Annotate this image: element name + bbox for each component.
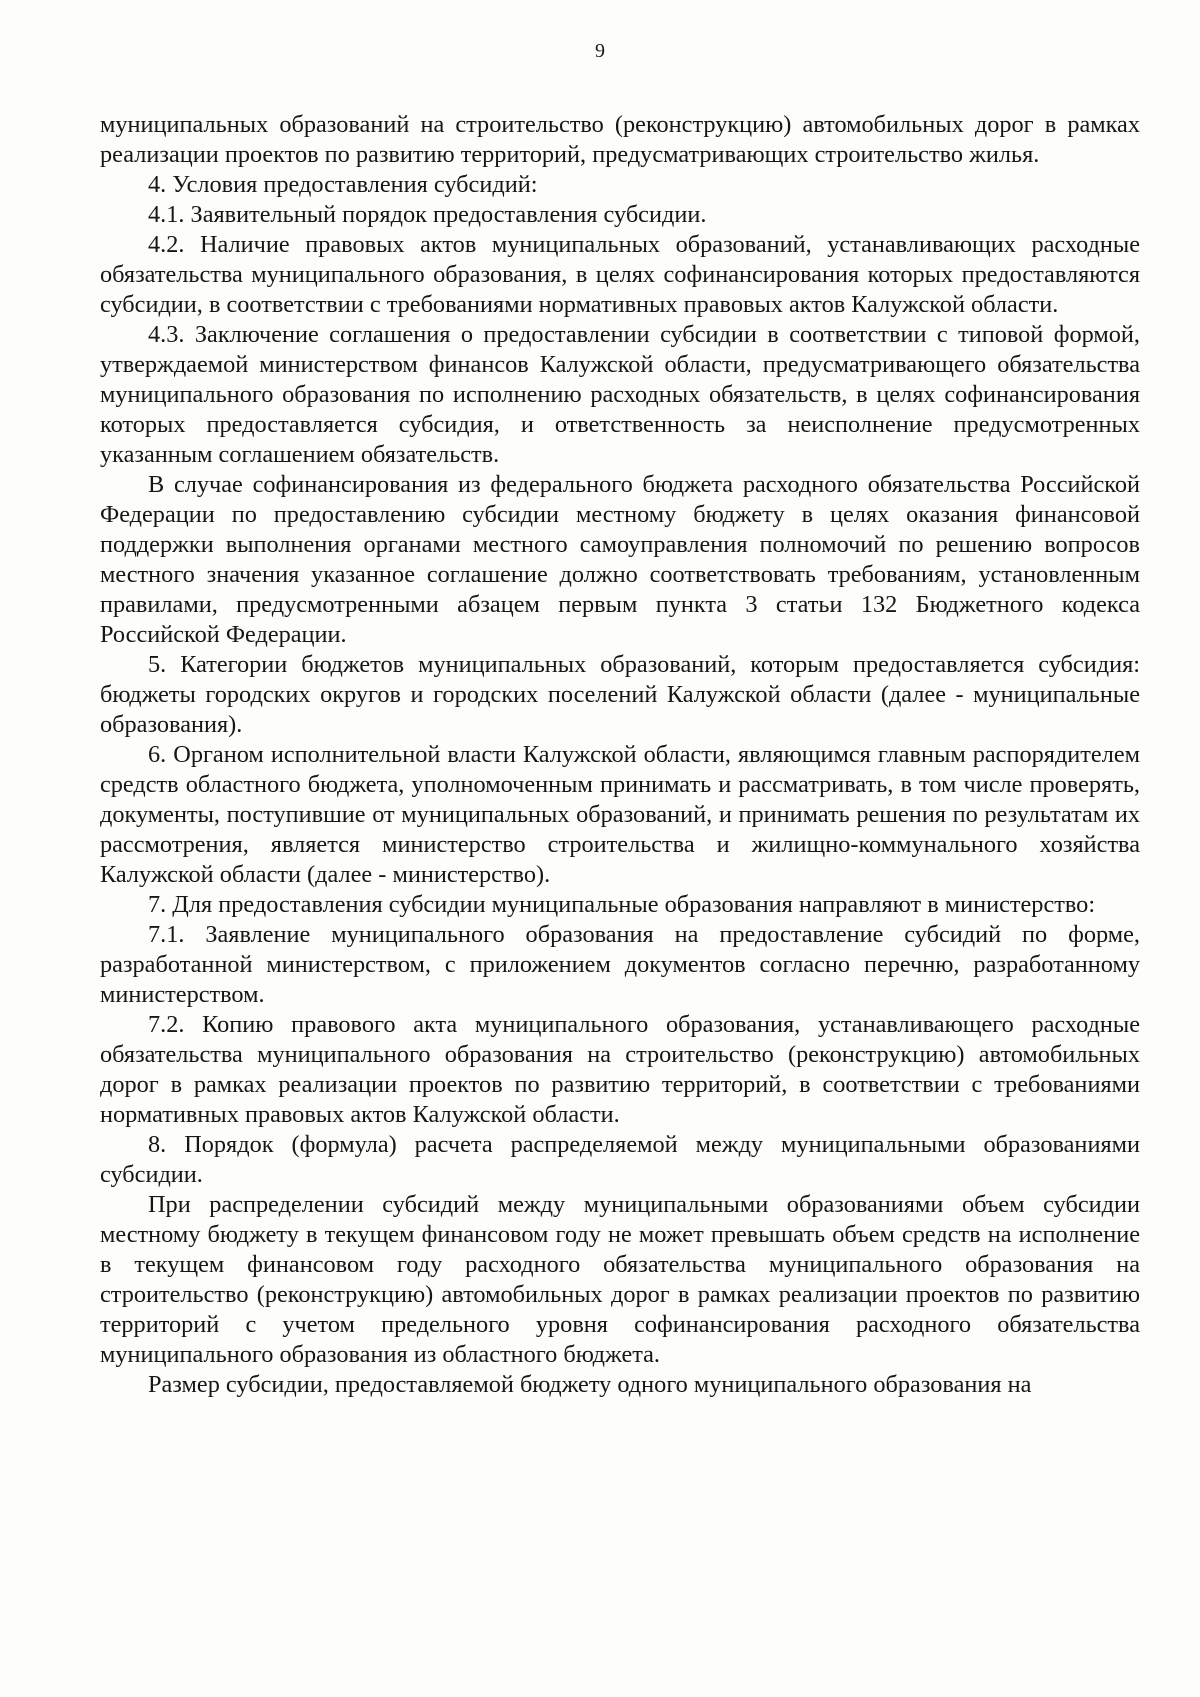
paragraph-section-4-3: 4.3. Заключение соглашения о предоставлении субсидии в соответствии с типовой формой, утверждаемой министерством финансов Калужской области, предусматривающего обязательства муниципального образования по исполнению расходных обязательств, в целях софинансирования которых предоставляется субсидия, и ответственность за неисполнение предусмотренных указанным соглашением обязательств. bbox=[100, 321, 1140, 468]
paragraph-federal-cofinancing: В случае софинансирования из федерального бюджета расходного обязательства Российской Федерации по предоставлению субсидии местному бюджету в целях оказания финансовой поддержки выполнения органами местного самоуправления полномочий по решению вопросов местного значения указанное соглашение должно соответствовать требованиям, установленным правилами, предусмотренными абзацем первым пункта 3 статьи 132 Бюджетного кодекса Российской Федерации. bbox=[100, 471, 1140, 648]
paragraph-section-5: 5. Категории бюджетов муниципальных образований, которым предоставляется субсидия: бюджеты городских округов и городских поселений Калужской области (далее - муниципальные образования). bbox=[100, 651, 1140, 738]
paragraph-section-7-1: 7.1. Заявление муниципального образования на предоставление субсидий по форме, разработанной министерством, с приложением документов согласно перечню, разработанному министерством. bbox=[100, 921, 1140, 1008]
paragraph-section-4-1: 4.1. Заявительный порядок предоставления субсидии. bbox=[148, 201, 707, 228]
paragraph-distribution: При распределении субсидий между муниципальными образованиями объем субсидии местному бюджету в текущем финансовом году не может превышать объем средств на исполнение в текущем финансовом году расходного обязательства муниципального образования на строительство (реконструкцию) автомобильных дорог в рамках реализации проектов по развитию территорий с учетом предельного уровня софинансирования расходного обязательства муниципального образования из областного бюджета. bbox=[100, 1191, 1140, 1368]
page-number: 9 bbox=[595, 40, 605, 62]
paragraph-continuation: муниципальных образований на строительство (реконструкцию) автомобильных дорог в рамках реализации проектов по развитию территорий, предусматривающих строительство жилья. bbox=[100, 111, 1140, 168]
paragraph-section-8: 8. Порядок (формула) расчета распределяемой между муниципальными образованиями субсидии. bbox=[100, 1131, 1140, 1188]
paragraph-section-7-2: 7.2. Копию правового акта муниципального образования, устанавливающего расходные обязательства муниципального образования на строительство (реконструкцию) автомобильных дорог в рамках реализации проектов по развитию территорий, в соответствии с требованиями нормативных правовых актов Калужской области. bbox=[100, 1011, 1140, 1128]
document-body bbox=[100, 110, 1140, 1400]
paragraph-subsidy-size: Размер субсидии, предоставляемой бюджету одного муниципального образования на bbox=[148, 1371, 1032, 1398]
paragraph-section-7: 7. Для предоставления субсидии муниципальные образования направляют в министерство: bbox=[148, 891, 1096, 918]
paragraph-section-6: 6. Органом исполнительной власти Калужской области, являющимся главным распорядителем средств областного бюджета, уполномоченным принимать и рассматривать, в том числе проверять, документы, поступившие от муниципальных образований, и принимать решения по результатам их рассмотрения, является министерство строительства и жилищно-коммунального хозяйства Калужской области (далее - министерство). bbox=[100, 741, 1140, 888]
paragraph-section-4: 4. Условия предоставления субсидий: bbox=[148, 171, 538, 198]
paragraph-section-4-2: 4.2. Наличие правовых актов муниципальных образований, устанавливающих расходные обязательства муниципального образования, в целях софинансирования которых предоставляются субсидии, в соответствии с требованиями нормативных правовых актов Калужской области. bbox=[100, 231, 1140, 318]
